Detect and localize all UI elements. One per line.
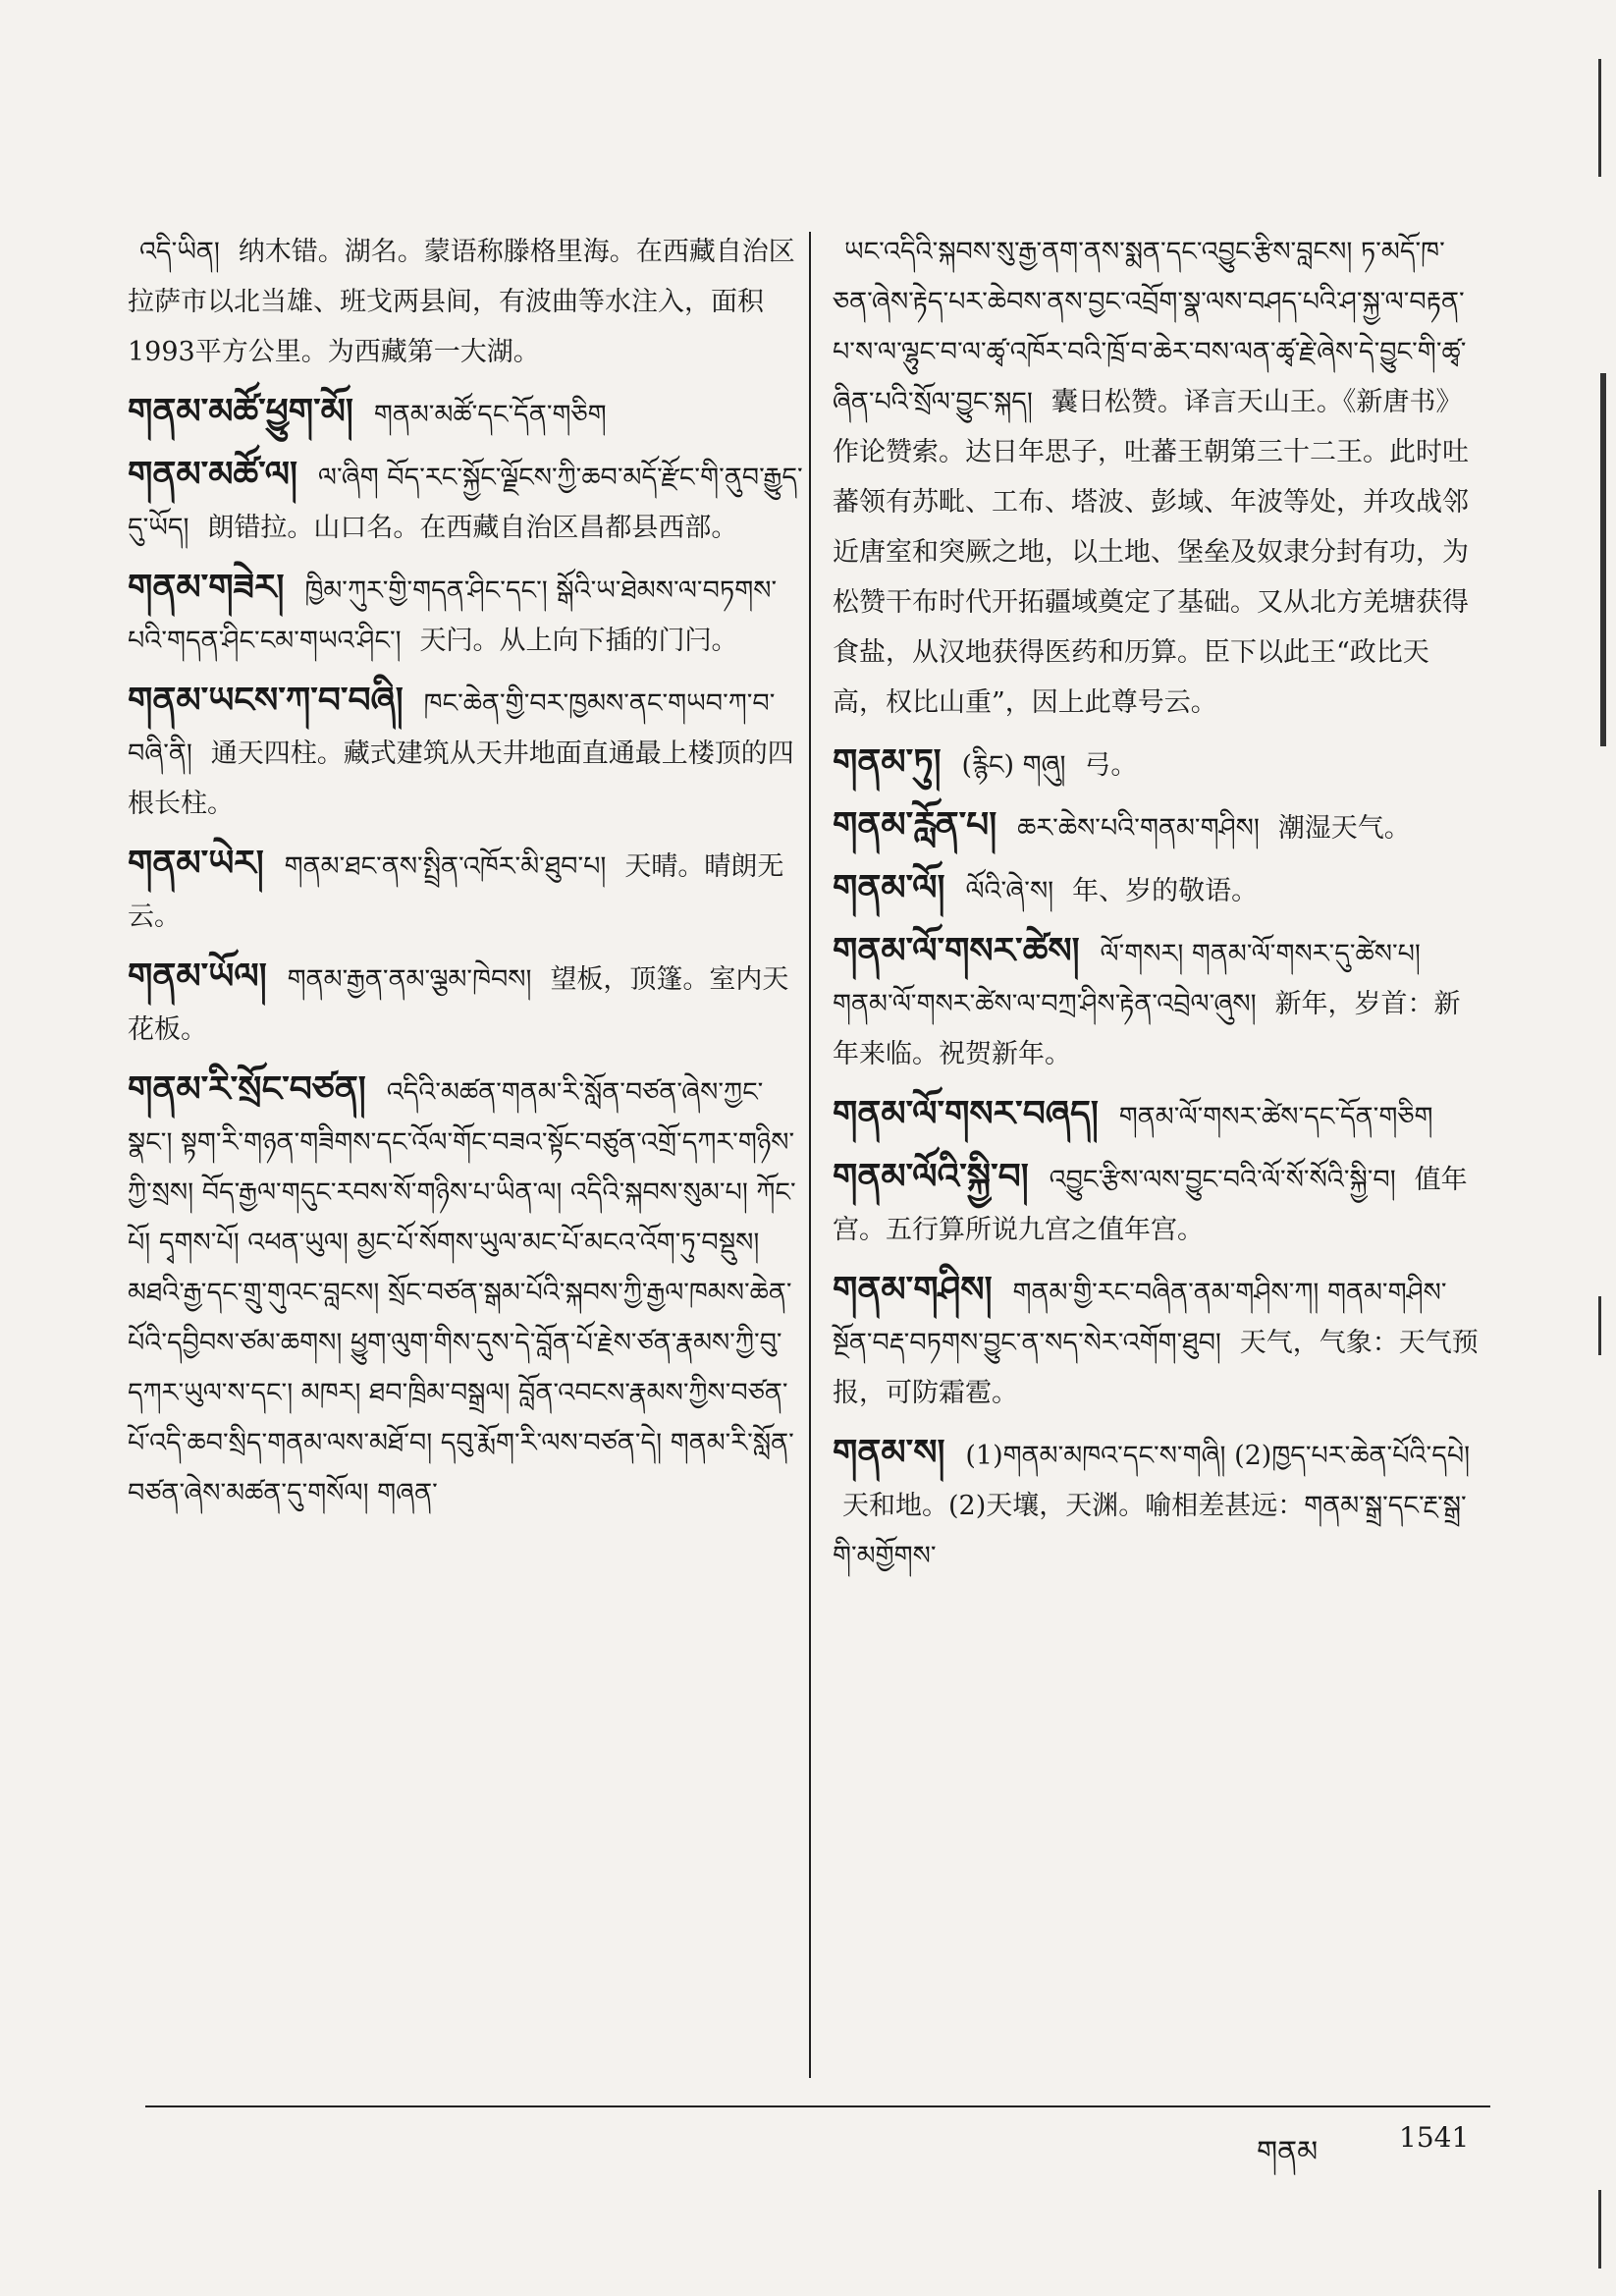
entry-headword: གནམ་ཏུ། — [833, 741, 942, 783]
entry-tibetan-definition: འདི་ཡིན། — [139, 237, 220, 267]
entry-tibetan-definition: ལ་ཞིག བོད་རང་སྐྱོང་ལྗོངས་ཀྱི་ཆབ་མདོ་རྫོང་གི་ནུབ་རྒྱུད་དུ་ཡོད། — [128, 463, 803, 543]
dictionary-entry — [833, 1265, 1481, 1418]
scan-mark — [1600, 373, 1606, 746]
entry-chinese-definition: 新年，岁首：新年来临。祝贺新年。 — [833, 989, 1461, 1069]
entry-headword: གནམ་གཟེར། — [128, 567, 285, 608]
dictionary-entry — [833, 738, 1481, 791]
left-column — [128, 224, 805, 1528]
dictionary-entry — [833, 1428, 1481, 1581]
footer-rule — [145, 2105, 1490, 2107]
dictionary-entry — [833, 863, 1481, 916]
entry-chinese-definition: 通天四柱。藏式建筑从天井地面直通最上楼顶的四根长柱。 — [128, 738, 794, 819]
entry-chinese-definition: 天气，气象：天气预报，可防霜雹。 — [833, 1328, 1479, 1408]
entry-headword: གནམ་མཚོ་ཕྱུག་མོ། — [128, 391, 353, 432]
entry-headword: གནམ་རི་སྲོང་བཙན། — [128, 1068, 366, 1110]
entry-chinese-definition: 囊日松赞。译言天山王。《新唐书》作论赞索。达日年思子，吐蕃王朝第三十二王。此时吐蕃领有苏毗、工布、塔波、彭域、年波等处，并攻战邻近唐室和突厥之地，以土地、堡垒及奴隶分封有功，为松赞干布时代开拓疆域奠定了基础。又从北方羌塘获得食盐，从汉地获得医药和历算。臣下以此王“政比天高，权比山重”，因上此尊号云。 — [833, 387, 1469, 718]
entry-tibetan-definition: གནམ་རྒྱན་ནམ་ལྕམ་ཁེབས། — [287, 964, 532, 995]
entry-tibetan-definition: (རྙིང) གཞུ། — [961, 750, 1066, 781]
scan-mark — [1598, 59, 1601, 177]
entry-headword: གནམ་ལོ་གསར་ཚེས། — [833, 930, 1080, 971]
dictionary-entry — [128, 839, 805, 942]
entry-headword: གནམ་རློན་པ། — [833, 804, 997, 846]
entry-chinese-definition: 纳木错。湖名。蒙语称滕格里海。在西藏自治区拉萨市以北当雄、班戈两县间，有波曲等水注入，面积1993平方公里。为西藏第一大湖。 — [128, 237, 795, 367]
entry-headword: གནམ་མཚོ་ལ། — [128, 454, 297, 495]
dictionary-entry — [833, 926, 1481, 1079]
dictionary-entry — [833, 800, 1481, 853]
dictionary-entry — [833, 224, 1481, 728]
entry-tibetan-definition: ཡང་འདིའི་སྐབས་སུ་རྒྱ་ནག་ནས་སྨན་དང་འབྱུང་རྩིས་བླངས། ཏ་མདོ་ཁ་ཅན་ཞེས་རྟེད་པར་ཆེབས་ནས་བྱང་འབྲོག་སྣ་ལས་བཤད་པའི་ཤ་སྐྱ་ལ་བརྟན་པ་ས་ལ་ལྷུང་བ་ལ་ཚྭ་འཁོར་བའི་ཁྲོ་བ་ཆེར་བས་ལན་ཚྭ་རྗེ་ཞེས་དེ་བྱུང་གི་ཚྭ་ཞིན་པའི་སྲོལ་བྱུང་སྐད། — [833, 237, 1467, 417]
entry-headword: གནམ་ལོ་གསར་བཞད། — [833, 1093, 1099, 1134]
entry-chinese-definition: 朗错拉。山口名。在西藏自治区昌都县西部。 — [207, 513, 738, 543]
entry-tibetan-definition: གནམ་ལོ་གསར་ཚེས་དང་དོན་གཅིག — [1118, 1102, 1433, 1132]
entry-chinese-definition: 天晴。晴朗无云。 — [128, 851, 784, 932]
entry-headword: གནམ་ཡངས་ཀ་བ་བཞི། — [128, 680, 404, 721]
entry-headword: གནམ་གཤིས། — [833, 1269, 993, 1310]
dictionary-entry — [833, 1089, 1481, 1142]
entry-headword: གནམ་ཡོལ། — [128, 956, 267, 997]
entry-headword: གནམ་ལོ། — [833, 867, 945, 908]
entry-headword: གནམ་ལོའི་སྐྱི་བ། — [833, 1156, 1029, 1197]
dictionary-entry — [128, 952, 805, 1055]
running-head: གནམ — [1257, 2135, 1319, 2169]
entry-tibetan-definition: ཁང་ཆེན་གྱི་བར་ཁྱམས་ནང་གཡབ་ཀ་བ་བཞི་ནི། — [128, 688, 776, 769]
entry-chinese-definition: 天闩。从上向下插的门闩。 — [419, 626, 738, 656]
right-column — [833, 224, 1481, 1591]
scan-mark — [1598, 2190, 1601, 2269]
entry-headword: གནམ་ས། — [833, 1432, 945, 1473]
dictionary-entry — [128, 563, 805, 666]
entry-tibetan-definition: ལོ་གསར། གནམ་ལོ་གསར་དུ་ཚེས་པ། གནམ་ལོ་གསར་ཚེས་ལ་བཀྲ་ཤིས་རྟེན་འབྲེལ་ཞུས། — [833, 939, 1421, 1019]
scan-mark — [1598, 1296, 1601, 1355]
entry-headword: གནམ་ཡེར། — [128, 843, 264, 884]
entry-chinese-definition: 年、岁的敬语。 — [1072, 876, 1259, 906]
entry-chinese-definition: 天和地。(2)天壤，天渊。喻相差甚远：གནམ་སྒྲ་དང་རྔ་སྒྲ་གི་མགྱོགས་ — [833, 1491, 1467, 1571]
dictionary-entry — [128, 1065, 805, 1518]
entry-chinese-definition: 望板，顶篷。室内天花板。 — [128, 964, 789, 1045]
entry-tibetan-definition: འབྱུང་རྩིས་ལས་བྱུང་བའི་ལོ་སོ་སོའི་སྐྱི་བ། — [1049, 1165, 1396, 1195]
dictionary-entry — [833, 1152, 1481, 1255]
page-number: 1541 — [1399, 2121, 1470, 2154]
entry-tibetan-definition: ཆར་ཆེས་པའི་གནམ་གཤིས། — [1017, 813, 1260, 844]
entry-tibetan-definition: འདིའི་མཚན་གནམ་རི་སློན་བཙན་ཞེས་ཀྱང་སྣང་། སྟག་རི་གཉན་གཟིགས་དང་འོལ་གོང་བཟའ་སྟོང་བཙུན་འགྲོ་དཀར་གཉིས་ཀྱི་སྲས། བོད་རྒྱལ་གདུང་རབས་སོ་གཉིས་པ་ཡིན་ལ། འདིའི་སྐབས་སུམ་པ། ཀོང་པོ། དྭགས་པོ། འཕན་ཡུལ། མྱང་པོ་སོགས་ཡུལ་མང་པོ་མངའ་འོག་ཏུ་བསྡུས། མཐའི་རྒྱ་དང་གྲུ་གུའང་བླངས། སྲོང་བཙན་སྒམ་པོའི་སྐབས་ཀྱི་རྒྱལ་ཁམས་ཆེན་པོའི་དབྱིབས་ཙམ་ཆགས། ཕྱུག་ལུག་གིས་དུས་དེ་བློན་པོ་རྗེས་ཙན་རྣམས་ཀྱི་བུ་དཀར་ཡུལ་ས་དང་། མཁར། ཐབ་ཁྲིམ་བསྒྲལ། བློན་འབངས་རྣམས་ཀྱིས་བཙན་པོ་འདི་ཆབ་སྲིད་གནམ་ལས་མཐོ་བ། དབུ་རྨོག་རི་ལས་བཙན་དེ། གནམ་རི་སློན་བཙན་ཞེས་མཚན་དུ་གསོལ། གཞན་ — [128, 1077, 796, 1508]
entry-chinese-definition: 值年宫。五行算所说九宫之值年宫。 — [833, 1165, 1468, 1245]
dictionary-entry — [128, 450, 805, 553]
entry-tibetan-definition: ལོའི་ཞེ་ས། — [965, 876, 1054, 906]
entry-tibetan-definition: གནམ་གྱི་རང་བཞིན་ནམ་གཤིས་ཀ། གནམ་གཤིས་སྔོན་བརྡ་བཏགས་བྱུང་ན་སད་སེར་འགོག་ཐུབ། — [833, 1278, 1447, 1358]
entry-chinese-definition: 弓。 — [1084, 750, 1138, 781]
entry-tibetan-definition: གནམ་ཐང་ནས་སྤྲིན་འཁོར་མི་ཐུབ་པ། — [284, 851, 607, 882]
entry-chinese-definition: 潮湿天气。 — [1277, 813, 1411, 844]
dictionary-entry — [128, 224, 805, 377]
dictionary-entry — [128, 387, 805, 440]
dictionary-entry — [128, 676, 805, 829]
entry-tibetan-definition: ཁྱིམ་ཀུར་གྱི་གདན་ཤིང་དང་། སྒོའི་ཡ་ཐེམས་ལ་བཏགས་པའི་གདན་ཤིང་ངམ་གཡའ་ཤིང་། — [128, 575, 778, 656]
entry-tibetan-definition: (1)གནམ་མཁའ་དང་ས་གཞི། (2)ཁྱད་པར་ཆེན་པོའི་དཔེ། — [965, 1441, 1471, 1471]
entry-tibetan-definition: གནམ་མཚོ་དང་དོན་གཅིག — [373, 400, 607, 430]
column-divider — [809, 232, 811, 2078]
